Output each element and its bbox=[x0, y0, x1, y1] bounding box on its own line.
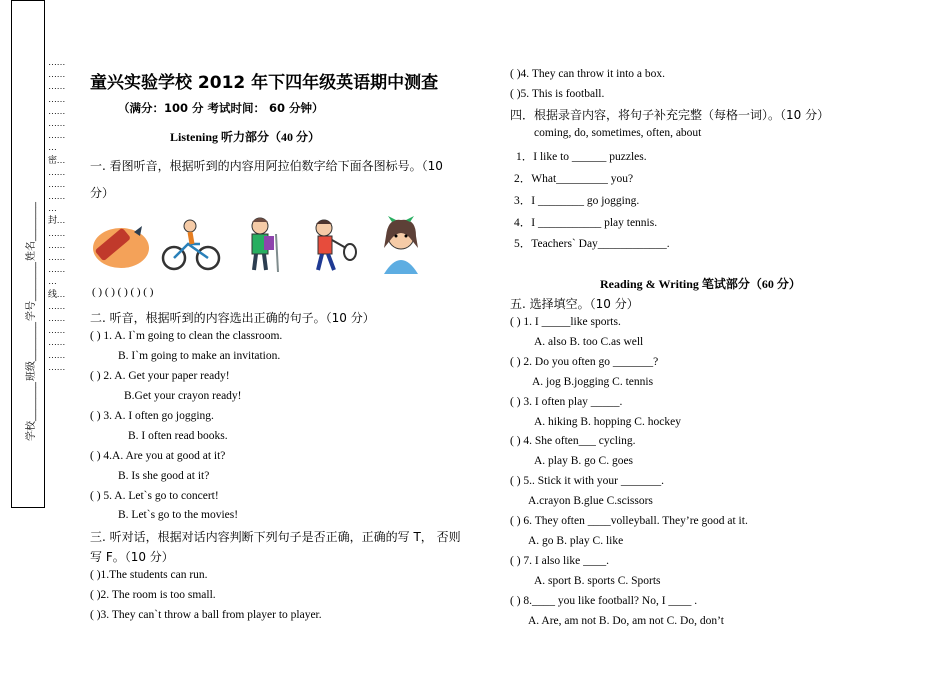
picture-row bbox=[90, 214, 432, 278]
s2-line: B. I`m going to make an invitation. bbox=[118, 350, 281, 362]
exam-title: 童兴实验学校 2012 年下四年级英语期中测查 bbox=[90, 73, 439, 93]
s5-line: A. jog B.jogging C. tennis bbox=[532, 376, 654, 388]
seal-dot-segment: …… bbox=[48, 93, 65, 104]
s5-line: ( ) 3. I often play _____. bbox=[510, 396, 623, 408]
seal-dot-segment: …… bbox=[48, 81, 65, 92]
s4-line: 3．I ________ go jogging. bbox=[514, 195, 640, 207]
seal-dot-segment: …… bbox=[48, 300, 65, 311]
s5-line: A. play B. go C. goes bbox=[534, 455, 634, 467]
cyclist-picture bbox=[160, 214, 222, 274]
seal-dot-segment: …… bbox=[48, 130, 65, 141]
s5-line: ( ) 2. Do you often go _______? bbox=[510, 356, 659, 368]
seal-dot-segment: …… bbox=[48, 252, 65, 262]
seal-dot-segment: …… bbox=[48, 178, 65, 189]
section4-heading: 四．根据录音内容，将句子补充完整（每格一词）。（10 分） bbox=[510, 108, 830, 122]
s5-line: ( ) 4. She often___ cycling. bbox=[510, 435, 636, 447]
s5-line: ( ) 5.. Stick it with your _______. bbox=[510, 475, 664, 487]
s2-line: ( ) 5. A. Let`s go to concert! bbox=[90, 490, 219, 502]
name-field: 姓名_______ bbox=[25, 201, 37, 261]
s2-line: B. Let`s go to the movies! bbox=[118, 509, 239, 521]
picture-brackets: ( ) ( ) ( ) ( ) ( ) bbox=[92, 286, 154, 298]
s3-line: ( )3. They can`t throw a ball from player to player. bbox=[90, 609, 322, 621]
exam-subtitle: （满分：100 分 考试时间： 60 分钟） bbox=[118, 101, 324, 115]
s3-line: ( )5. This is football. bbox=[510, 88, 605, 100]
binding-sidebar bbox=[11, 0, 45, 508]
s4-line: 5．Teachers` Day____________. bbox=[514, 238, 670, 250]
seal-dot-segment: …… bbox=[48, 166, 65, 177]
section3-heading-cont: 写 F。（10 分） bbox=[90, 550, 174, 564]
section2-heading: 二. 听音，根据听到的内容选出正确的句子。（10 分） bbox=[90, 311, 375, 325]
seal-dot-segment: …… bbox=[48, 349, 65, 360]
s3-line: ( )4. They can throw it into a box. bbox=[510, 68, 666, 80]
crayon-picture bbox=[90, 214, 152, 274]
s3-line: ( )1.The students can run. bbox=[90, 569, 208, 581]
s4-line: 1．I like to ______ puzzles. bbox=[516, 151, 647, 163]
section3-heading: 三. 听对话，根据对话内容判断下列句子是否正确，正确的写 T， 否则 bbox=[90, 530, 461, 544]
class-field: 班级_______ bbox=[25, 321, 37, 381]
seal-dot-segment: …… bbox=[48, 117, 65, 128]
seal-dot-segment: …… bbox=[48, 325, 65, 336]
s5-line: ( ) 6. They often ____volleyball. They’re good at it. bbox=[510, 515, 748, 527]
s4-line: 4．I ___________ play tennis. bbox=[514, 217, 658, 229]
section1-question: 一. 看图听音，根据听到的内容用阿拉伯数字给下面各图标号。（10 bbox=[90, 159, 443, 173]
seal-dot-segment: …… bbox=[48, 264, 65, 275]
seal-dot-segment: …… bbox=[48, 57, 65, 67]
s5-line: A. hiking B. hopping C. hockey bbox=[534, 416, 681, 428]
s2-line: B.Get your crayon ready! bbox=[124, 390, 242, 402]
seal-dot-segment: … bbox=[48, 142, 57, 153]
s2-line: ( ) 3. A. I often go jogging. bbox=[90, 410, 214, 422]
seal-dot-segment: …… bbox=[48, 337, 65, 348]
seal-dot-segment: 线… bbox=[48, 288, 66, 299]
seal-dot-segment: …… bbox=[48, 191, 65, 202]
seal-dot-segment: …… bbox=[48, 105, 65, 116]
girl-picture bbox=[370, 214, 432, 274]
seal-dot-segment: 封… bbox=[48, 215, 66, 226]
reading-heading: Reading & Writing 笔试部分（60 分） bbox=[600, 277, 801, 291]
badminton-picture bbox=[300, 214, 362, 274]
hiker-picture bbox=[230, 214, 292, 274]
s5-line: A. Are, am not B. Do, am not C. Do, don’t bbox=[528, 615, 724, 627]
seal-dot-segment: … bbox=[48, 203, 57, 214]
s2-line: ( ) 2. A. Get your paper ready! bbox=[90, 370, 230, 382]
seal-dot-segment: 密… bbox=[48, 154, 66, 165]
seal-line bbox=[48, 56, 74, 373]
seal-dot-segment: …… bbox=[48, 227, 65, 238]
s2-line: ( ) 1. A. I`m going to clean the classroom. bbox=[90, 330, 283, 342]
seal-dot-segment: …… bbox=[48, 239, 65, 250]
s5-line: ( ) 7. I also like ____. bbox=[510, 555, 610, 567]
seal-dot-segment: … bbox=[48, 276, 57, 287]
student-number-field: 学号_______ bbox=[25, 261, 37, 321]
s5-line: A. go B. play C. like bbox=[528, 535, 624, 547]
s5-line: A.crayon B.glue C.scissors bbox=[528, 495, 653, 507]
section5-heading: 五. 选择填空。（10 分） bbox=[510, 297, 639, 311]
school-field: 学校_______ bbox=[25, 381, 37, 441]
s2-line: B. Is she good at it? bbox=[118, 470, 210, 482]
s2-line: B. I often read books. bbox=[128, 430, 228, 442]
s2-line: ( ) 4.A. Are you at good at it? bbox=[90, 450, 226, 462]
s3-line: ( )2. The room is too small. bbox=[90, 589, 216, 601]
listening-heading: Listening 听力部分（40 分） bbox=[170, 130, 321, 144]
seal-dot-segment: …… bbox=[48, 361, 65, 372]
s5-line: ( ) 8.____ you like football? No, I ____ . bbox=[510, 595, 698, 607]
s5-line: ( ) 1. I _____like sports. bbox=[510, 316, 621, 328]
section4-word-bank: coming, do, sometimes, often, about bbox=[534, 127, 702, 139]
s4-line: 2．What_________ you? bbox=[514, 173, 634, 185]
s5-line: A. sport B. sports C. Sports bbox=[534, 575, 661, 587]
seal-dot-segment: …… bbox=[48, 69, 65, 80]
seal-dot-segment: …… bbox=[48, 312, 65, 323]
section1-question-cont: 分） bbox=[90, 186, 115, 200]
s5-line: A. also B. too C.as well bbox=[534, 336, 644, 348]
